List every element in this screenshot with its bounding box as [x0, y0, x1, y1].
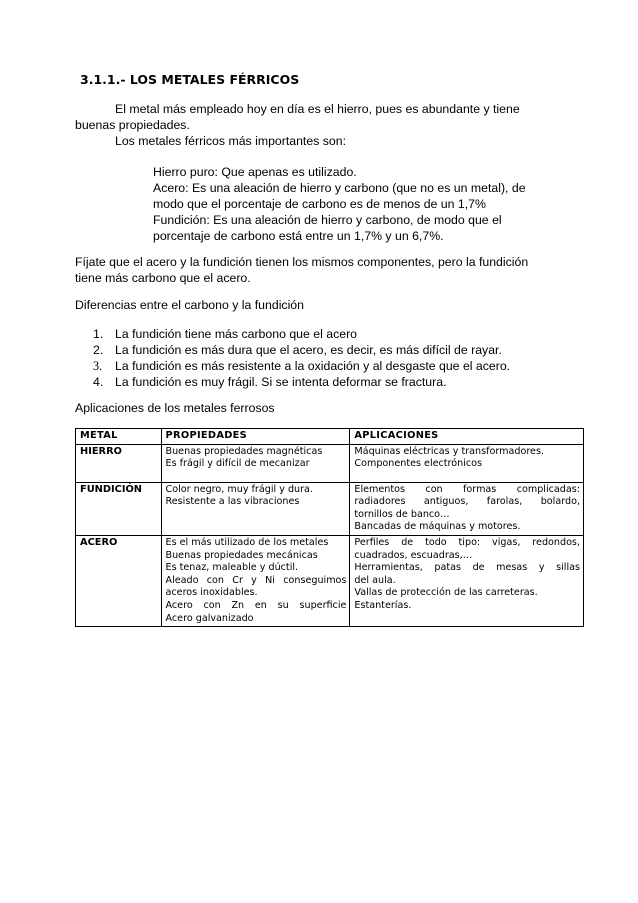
table-row — [76, 482, 584, 535]
cell-line: Aleado con Cr y Ni conseguimos — [165, 574, 347, 586]
cell-line: Perfiles de todo tipo: vigas, redondos, — [354, 536, 580, 548]
apps-cell — [350, 535, 584, 626]
table-row — [76, 444, 584, 482]
table-header-row — [76, 429, 584, 445]
metal-cell: FUNDICIÓN — [76, 482, 162, 535]
type-acero-line-1: Acero: Es una aleación de hierro y carbono (que no es un metal), de — [153, 181, 526, 195]
type-acero-line-2: modo que el porcentaje de carbono es de menos de un 1,7% — [153, 197, 486, 211]
list-item — [93, 358, 510, 374]
list-text: La fundición es más dura que el acero, es decir, es más difícil de rayar. — [115, 343, 502, 357]
cell-line: Resistente a las vibraciones — [165, 496, 300, 508]
list-number: 4. — [93, 375, 104, 389]
cell-line: tornillos de banco… — [354, 508, 450, 520]
note-line-2: tiene más carbono que el acero. — [75, 271, 251, 285]
differences-list — [93, 326, 510, 390]
apps-cell — [350, 482, 584, 535]
props-cell — [161, 482, 350, 535]
list-text: La fundición es muy frágil. Si se intenta deformar se fractura. — [115, 375, 447, 389]
cell-line: Acero galvanizado — [165, 612, 254, 624]
intro-line-1: El metal más empleado hoy en día es el hierro, pues es abundante y tiene — [115, 102, 520, 116]
note-line-1: Fíjate que el acero y la fundición tienen los mismos componentes, pero la fundición — [75, 255, 529, 269]
cell-line: Buenas propiedades magnéticas — [165, 445, 323, 457]
section-heading: 3.1.1.- LOS METALES FÉRRICOS — [80, 72, 300, 87]
props-cell — [161, 444, 350, 482]
cell-line: Color negro, muy frágil y dura. — [165, 483, 313, 495]
cell-line: Estanterías. — [354, 599, 412, 611]
intro-line-3: Los metales férricos más importantes son: — [115, 134, 346, 148]
list-number: 1. — [93, 327, 104, 341]
intro-line-2: buenas propiedades. — [75, 118, 190, 132]
list-text: La fundición tiene más carbono que el acero — [115, 327, 357, 341]
list-item — [93, 342, 510, 358]
cell-line: aceros inoxidables. — [165, 587, 258, 599]
cell-line: Es tenaz, maleable y dúctil. — [165, 562, 299, 574]
cell-line: Máquinas eléctricas y transformadores. — [354, 445, 545, 457]
table-row — [76, 535, 584, 626]
cell-line: Es el más utilizado de los metales — [165, 536, 329, 548]
list-text: La fundición es más resistente a la oxidación y al desgaste que el acero. — [115, 359, 511, 373]
cell-line: del aula. — [354, 574, 396, 586]
apps-cell — [350, 444, 584, 482]
cell-line: Es frágil y difícil de mecanizar — [165, 458, 310, 470]
cell-line: Buenas propiedades mecánicas — [165, 549, 318, 561]
cell-line: cuadrados, escuadras,… — [354, 549, 473, 561]
metal-cell: HIERRO — [76, 444, 162, 482]
list-number: 3. — [93, 359, 103, 373]
cell-line: Componentes electrónicos — [354, 458, 483, 470]
type-fundicion-line-2: porcentaje de carbono está entre un 1,7% y un 6,7%. — [153, 229, 444, 243]
list-item — [93, 326, 510, 342]
differences-title: Diferencias entre el carbono y la fundición — [75, 298, 304, 312]
header-aplicaciones: APLICACIONES — [350, 429, 584, 445]
props-cell — [161, 535, 350, 626]
list-number: 2. — [93, 343, 104, 357]
list-item — [93, 374, 510, 390]
cell-line: Vallas de protección de las carreteras. — [354, 587, 538, 599]
type-hierro-puro: Hierro puro: Que apenas es utilizado. — [153, 165, 357, 179]
applications-title: Aplicaciones de los metales ferrosos — [75, 401, 275, 415]
metals-table — [75, 428, 584, 627]
header-metal: METAL — [76, 429, 162, 445]
cell-line: Elementos con formas complicadas: — [354, 483, 580, 495]
cell-line: Bancadas de máquinas y motores. — [354, 521, 521, 533]
cell-line: Acero con Zn en su superficie — [165, 599, 347, 611]
header-propiedades: PROPIEDADES — [161, 429, 350, 445]
metal-cell: ACERO — [76, 535, 162, 626]
type-fundicion-line-1: Fundición: Es una aleación de hierro y carbono, de modo que el — [153, 213, 502, 227]
cell-line: radiadores antiguos, farolas, bolardo, — [354, 496, 580, 508]
cell-line: Herramientas, patas de mesas y sillas — [354, 562, 580, 574]
